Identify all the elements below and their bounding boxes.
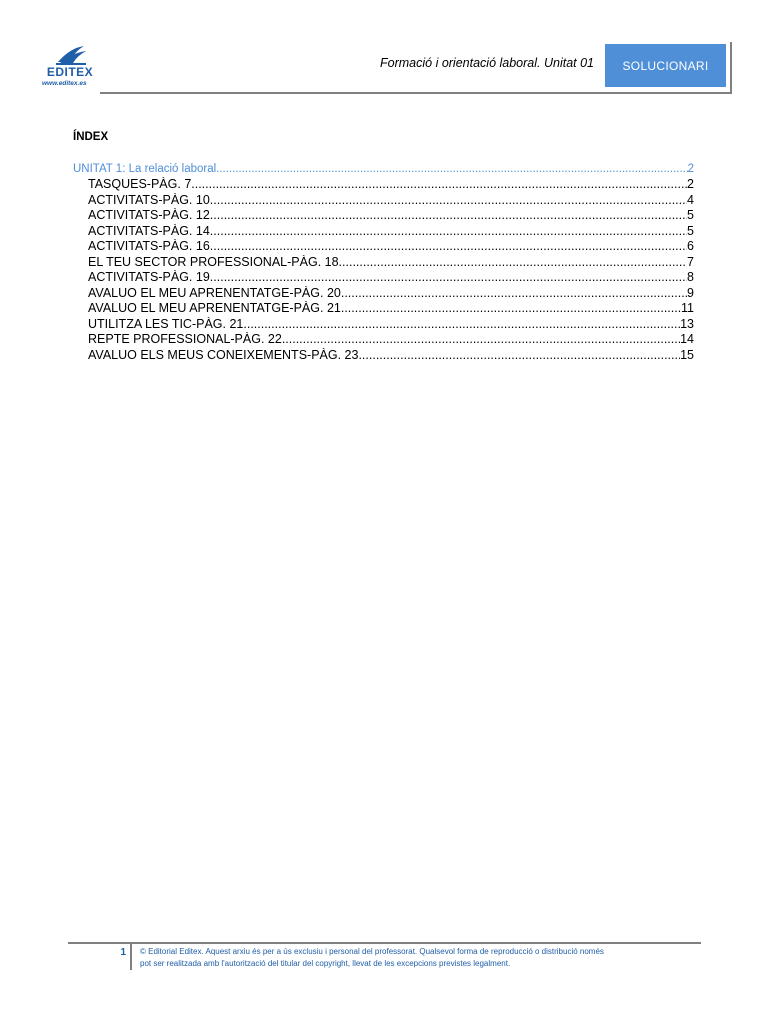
toc-entry-page: 5: [687, 223, 694, 238]
footer-rule: [68, 942, 701, 944]
toc-entry-label: ACTIVITATS-PÀG. 16: [88, 239, 210, 253]
toc-entry[interactable]: [73, 301, 694, 317]
toc-dot-leader: [210, 208, 687, 224]
toc-entry-page: 9: [687, 285, 694, 300]
header-rule-side: [730, 42, 732, 94]
toc-entry-label: ACTIVITATS-PÀG. 14: [88, 223, 210, 238]
toc-entry-page: 8: [687, 270, 694, 284]
toc-entry[interactable]: [73, 224, 694, 240]
toc-entry-label: ACTIVITATS-PÀG. 10: [88, 192, 210, 207]
solucionari-badge: SOLUCIONARI: [605, 44, 726, 87]
editex-logo-icon: [40, 42, 100, 66]
toc-dot-leader: [210, 270, 687, 286]
footer-copyright: [140, 946, 700, 970]
toc-dot-leader: [210, 224, 687, 240]
footer-copyright-line-1: © Editorial Editex. Aquest arxiu és per a ús exclusiu i personal del professorat. Qualsevol forma de reproducció o distribució només: [140, 947, 604, 956]
footer-divider: [130, 944, 132, 970]
toc-entry-page: 14: [680, 332, 694, 346]
toc-entry-page: 2: [687, 163, 694, 175]
toc-entry-page: 4: [687, 192, 694, 207]
toc-entry-page: 6: [687, 239, 694, 253]
toc-entry[interactable]: [73, 286, 694, 302]
header-rule: [100, 92, 732, 94]
toc-entry[interactable]: [73, 208, 694, 224]
toc-dot-leader: [341, 286, 687, 302]
footer-copyright-line-2: pot ser realitzada amb l'autorització del titular del copyright, llevat de les excepcions previstes legalment.: [140, 959, 511, 968]
toc-dot-leader: [339, 255, 688, 271]
toc-entry-label: AVALUO ELS MEUS CONEIXEMENTS-PÀG. 23: [88, 347, 359, 362]
toc-dot-leader: [282, 332, 680, 348]
toc-entry[interactable]: [73, 193, 694, 209]
toc-entry-label: TASQUES-PÀG. 7: [88, 177, 192, 191]
toc-entry[interactable]: [73, 255, 694, 271]
toc-entry-label: EL TEU SECTOR PROFESSIONAL-PÀG. 18: [88, 254, 339, 269]
editex-logo: [40, 42, 100, 92]
toc-dot-leader: [216, 161, 687, 177]
toc-entry-label: UNITAT 1: La relació laboral: [73, 163, 217, 175]
toc-entry-page: 2: [687, 177, 694, 191]
toc-entry-label: AVALUO EL MEU APRENENTATGE-PÀG. 20: [88, 285, 341, 300]
toc-dot-leader: [341, 301, 681, 317]
toc-entry[interactable]: [73, 348, 694, 364]
toc-dot-leader: [191, 177, 687, 193]
toc-entry[interactable]: [73, 270, 694, 286]
toc-entry[interactable]: [73, 317, 694, 333]
toc-dot-leader: [210, 239, 687, 255]
toc-entry-label: REPTE PROFESSIONAL-PÀG. 22: [88, 332, 282, 346]
logo-url: www.editex.es: [42, 80, 87, 87]
toc-entry-page: 13: [680, 316, 694, 331]
toc-entry-unit-1[interactable]: [73, 161, 694, 177]
toc-entry-label: AVALUO EL MEU APRENENTATGE-PÀG. 21: [88, 301, 341, 315]
document-title: Formació i orientació laboral. Unitat 01: [380, 56, 594, 70]
toc-entry-page: 11: [681, 301, 694, 315]
toc-entry[interactable]: [73, 177, 694, 193]
toc-entry-page: 15: [680, 347, 694, 362]
toc-dot-leader: [243, 317, 680, 333]
toc-dot-leader: [210, 193, 687, 209]
toc-entry-page: 5: [687, 208, 694, 222]
toc-entry-label: ACTIVITATS-PÀG. 19: [88, 270, 210, 284]
toc-entry[interactable]: [73, 332, 694, 348]
toc-entry[interactable]: [73, 239, 694, 255]
toc-dot-leader: [358, 348, 680, 364]
toc-entry-page: 7: [687, 254, 694, 269]
index-heading: ÍNDEX: [73, 131, 109, 143]
footer-page-number: 1: [120, 947, 126, 958]
toc-entry-label: UTILITZA LES TIC-PÀG. 21: [88, 316, 244, 331]
table-of-contents: [73, 161, 694, 363]
logo-wordmark: EDITEX: [46, 65, 94, 79]
toc-entry-label: ACTIVITATS-PÀG. 12: [88, 208, 210, 222]
